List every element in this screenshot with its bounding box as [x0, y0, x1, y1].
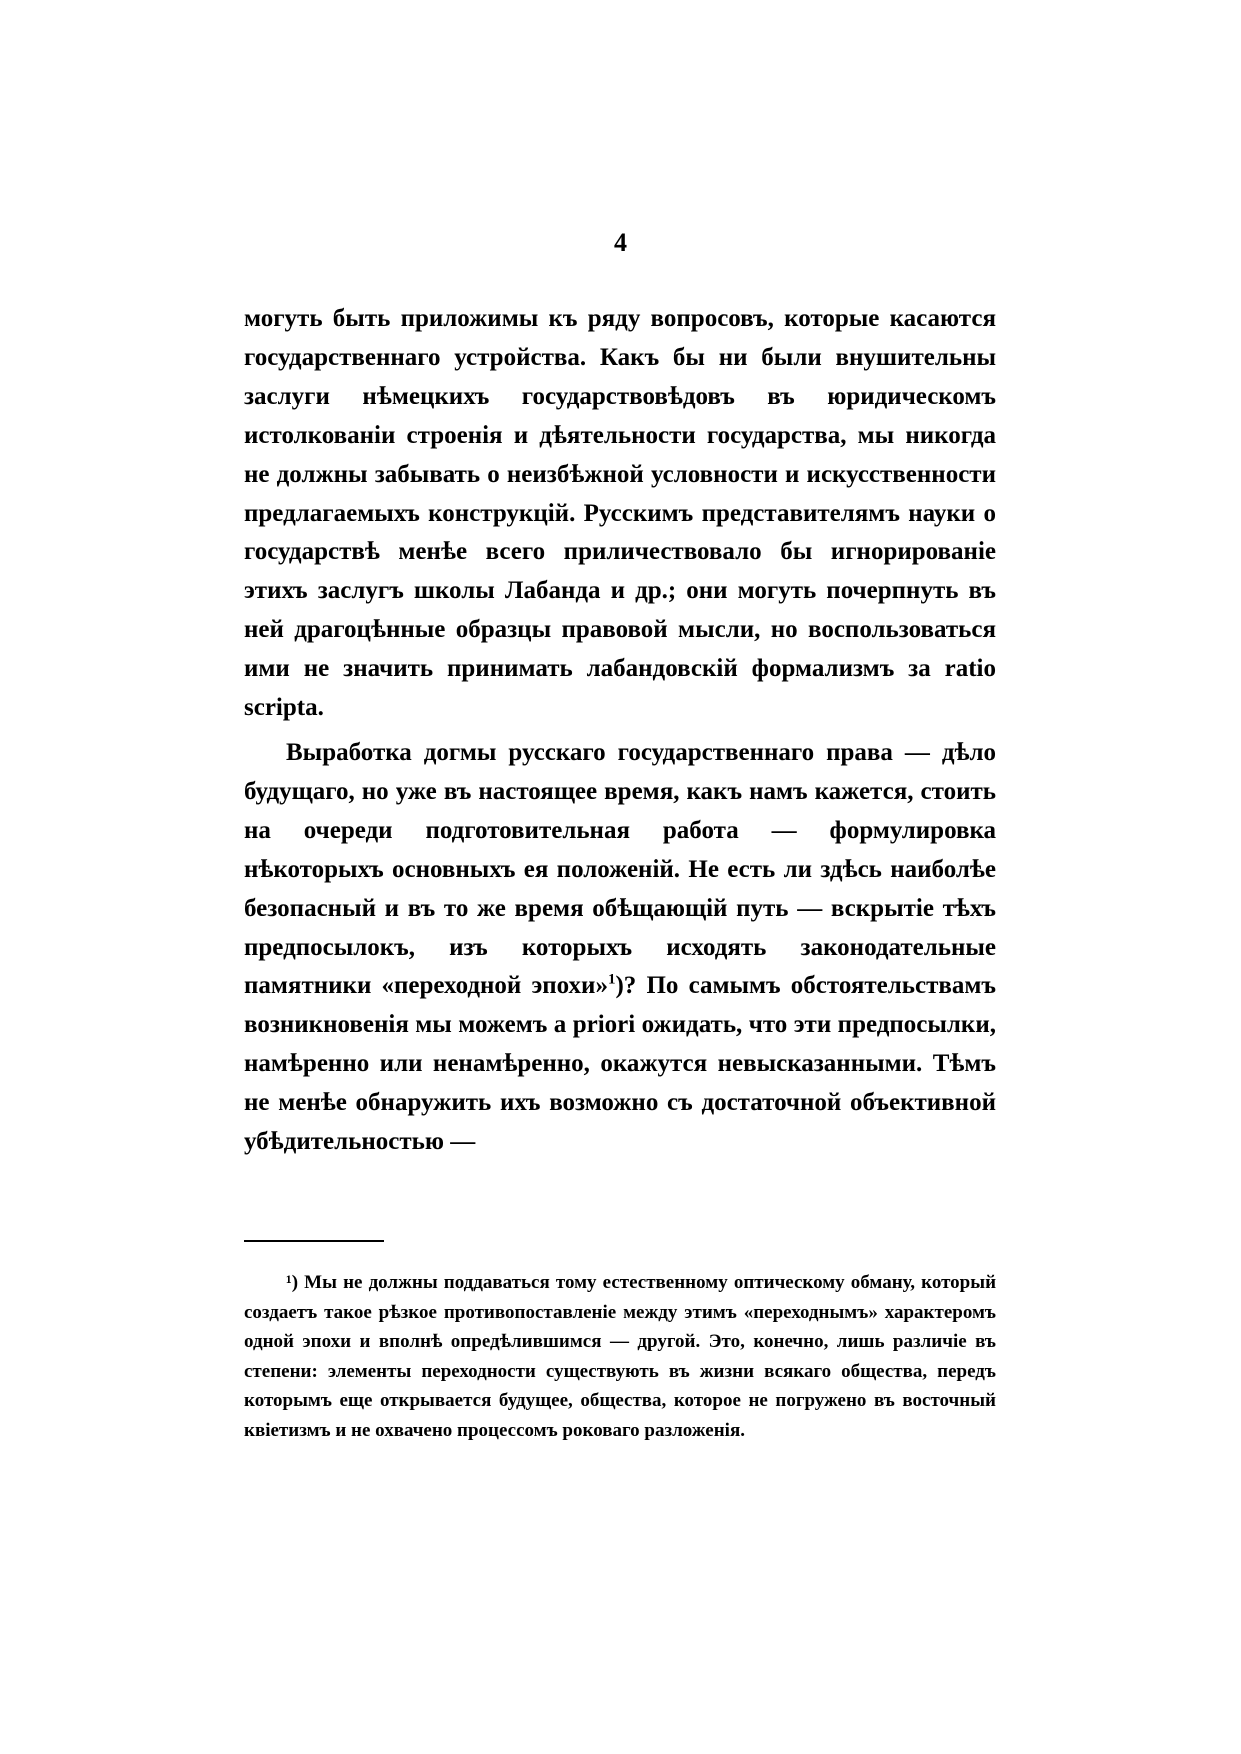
footnote-marker: ¹)	[286, 1272, 299, 1293]
paragraph-text: )? По самымъ обстоятельствамъ возникновенія мы можемъ a priori ожидать, что эти предпосылки, намѣренно или ненамѣренно, окажутся невысказанными. Тѣмъ не менѣе обнаружить ихъ возможно съ достаточной объективной убѣдительностью —	[244, 972, 996, 1156]
main-text	[244, 300, 996, 1162]
paragraph	[244, 734, 996, 1162]
footnote-paragraph	[244, 1268, 996, 1446]
footnote-reference: 1	[607, 972, 616, 989]
footnote-text: Мы не должны поддаваться тому естественному оптическому обману, который создаетъ такое рѣзкое противопоставленіе между этимъ «переходнымъ» характеромъ одной эпохи и вполнѣ опредѣлившимся — другой. Это, конечно, лишь различіе въ степени: элементы переходности существують въ жизни всякаго общества, передъ которымъ еще открывается будущее, общества, которое не погружено въ восточный квіетизмъ и не охвачено процессомъ роковаго разложенія.	[244, 1272, 997, 1441]
paragraph: могуть быть приложимы къ ряду вопросовъ, которые касаются государственнаго устройства. Какъ бы ни были внушительны заслуги нѣмецкихъ государствовѣдовъ въ юридическомъ истолкованіи строенія и дѣятельности государства, мы никогда не должны забывать о неизбѣжной условности и искусственности предлагаемыхъ конструкцій. Русскимъ представителямъ науки о государствѣ менѣе всего приличествовало бы игнорированіе этихъ заслугъ школы Лабанда и др.; они могуть почерпнуть въ ней драгоцѣнные образцы правовой мысли, но воспользоваться ими не значить принимать лабандовскій формализмъ за ratio scripta.	[244, 305, 996, 722]
footnote	[244, 1268, 996, 1446]
footnote-divider	[244, 1240, 384, 1242]
page-number: 4	[614, 228, 627, 257]
paragraph-text: Выработка догмы русскаго государственнаго права — дѣло будущаго, но уже въ настоящее время, какъ намъ кажется, стоить на очереди подготовительная работа — формулировка нѣкоторыхъ основныхъ ея положеній. Не есть ли здѣсь наиболѣе безопасный и въ то же время обѣщающій путь — вскрытіе тѣхъ предпосылокъ, изъ которыхъ исходять законодательные памятники «переходной эпохи»	[244, 738, 996, 1000]
